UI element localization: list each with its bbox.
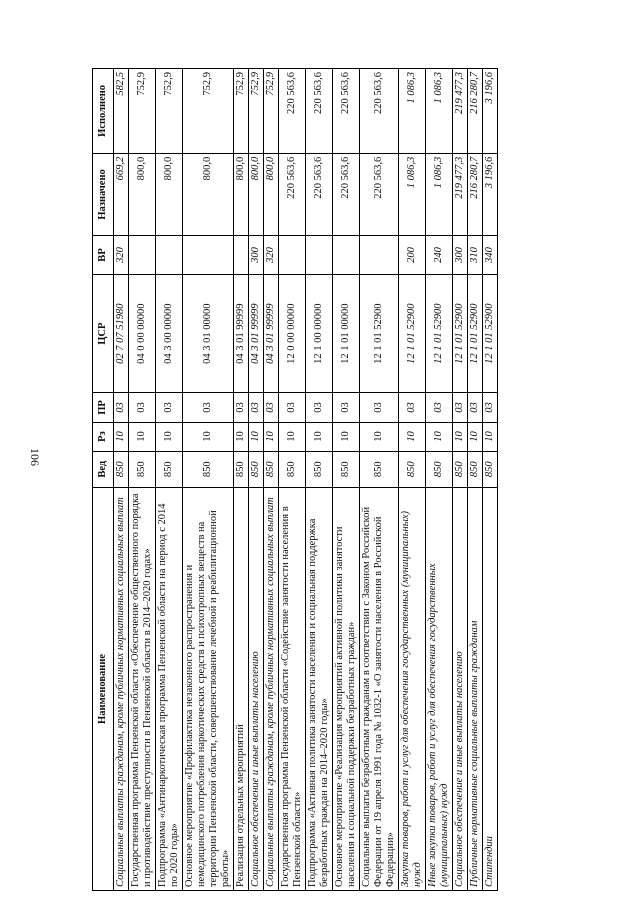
cell-executed: 752,9 [129, 69, 156, 154]
table-row [306, 69, 333, 891]
cell-rz: 10 [234, 422, 249, 451]
cell-csr: 12 1 01 52900 [483, 274, 498, 393]
cell-pr: 03 [114, 393, 129, 422]
cell-name: Иные закупки товаров, работ и услуг для обеспечения государственных (муниципальных) нужд [426, 487, 453, 890]
table-row [114, 69, 129, 891]
cell-name: Основное мероприятие «Профилактика незаконного распространения и немедицинского потребления наркотических средств и психотропных веществ на территории Пензенской области, совершенствование лечебной и реабилитационной работы» [183, 487, 234, 890]
cell-name: Подпрограмма «Антинаркотическая программа Пензенской области на период с 2014 по 2020 годы» [156, 487, 183, 890]
cell-vr [234, 236, 249, 275]
cell-name: Закупка товаров, работ и услуг для обеспечения государственных (муниципальных) нужд [399, 487, 426, 890]
cell-rz: 10 [279, 422, 306, 451]
cell-pr: 03 [306, 393, 333, 422]
cell-assigned: 220 563,6 [306, 153, 333, 235]
cell-ved: 850 [114, 451, 129, 487]
cell-rz: 10 [360, 422, 399, 451]
cell-pr: 03 [333, 393, 360, 422]
table-row [264, 69, 279, 891]
cell-name: Социальные выплаты гражданам, кроме публичных нормативных социальных выплат [264, 487, 279, 890]
cell-assigned: 3 196,6 [483, 153, 498, 235]
cell-ved: 850 [333, 451, 360, 487]
cell-executed: 219 477,3 [453, 69, 468, 154]
cell-assigned: 220 563,6 [360, 153, 399, 235]
page-number: 106 [28, 448, 42, 466]
cell-rz: 10 [453, 422, 468, 451]
cell-executed: 752,9 [183, 69, 234, 154]
cell-pr: 03 [264, 393, 279, 422]
cell-rz: 10 [399, 422, 426, 451]
cell-rz: 10 [114, 422, 129, 451]
cell-csr: 04 3 01 99999 [234, 274, 249, 393]
cell-executed: 752,9 [264, 69, 279, 154]
cell-assigned: 800,0 [183, 153, 234, 235]
cell-assigned: 800,0 [249, 153, 264, 235]
cell-ved: 850 [234, 451, 249, 487]
cell-csr: 04 3 00 00000 [156, 274, 183, 393]
cell-csr: 12 0 00 00000 [279, 274, 306, 393]
cell-pr: 03 [156, 393, 183, 422]
cell-assigned: 219 477,3 [453, 153, 468, 235]
cell-ved: 850 [360, 451, 399, 487]
header-assigned: Назначено [93, 153, 114, 235]
cell-executed: 220 563,6 [279, 69, 306, 154]
cell-rz: 10 [156, 422, 183, 451]
header-csr: ЦСР [93, 274, 114, 393]
cell-ved: 850 [426, 451, 453, 487]
cell-vr: 320 [114, 236, 129, 275]
header-row [93, 69, 114, 891]
cell-pr: 03 [129, 393, 156, 422]
cell-executed: 1 086,3 [399, 69, 426, 154]
cell-csr: 12 1 01 00000 [333, 274, 360, 393]
cell-executed: 220 563,6 [333, 69, 360, 154]
cell-ved: 850 [453, 451, 468, 487]
cell-name: Стипендии [483, 487, 498, 890]
cell-assigned: 800,0 [264, 153, 279, 235]
cell-name: Социальное обеспечение и иные выплаты населению [249, 487, 264, 890]
cell-vr: 320 [264, 236, 279, 275]
table-row [426, 69, 453, 891]
cell-assigned: 669,2 [114, 153, 129, 235]
cell-vr [279, 236, 306, 275]
cell-executed: 752,9 [249, 69, 264, 154]
cell-assigned: 220 563,6 [333, 153, 360, 235]
cell-assigned: 1 086,3 [426, 153, 453, 235]
cell-executed: 216 280,7 [468, 69, 483, 154]
cell-pr: 03 [249, 393, 264, 422]
cell-vr: 300 [249, 236, 264, 275]
header-vr: ВР [93, 236, 114, 275]
table-row [453, 69, 468, 891]
cell-ved: 850 [129, 451, 156, 487]
header-pr: ПР [93, 393, 114, 422]
cell-assigned: 800,0 [156, 153, 183, 235]
table-row [234, 69, 249, 891]
cell-assigned: 800,0 [129, 153, 156, 235]
table-row [360, 69, 399, 891]
table-row [183, 69, 234, 891]
cell-vr [156, 236, 183, 275]
cell-pr: 03 [483, 393, 498, 422]
cell-name: Социальное обеспечение и иные выплаты населению [453, 487, 468, 890]
cell-rz: 10 [264, 422, 279, 451]
cell-csr: 04 3 01 99999 [264, 274, 279, 393]
cell-vr [360, 236, 399, 275]
cell-name: Социальные выплаты гражданам, кроме публичных нормативных социальных выплат [114, 487, 129, 890]
cell-vr [333, 236, 360, 275]
table-row [279, 69, 306, 891]
cell-name: Основное мероприятие «Реализация мероприятий активной политики занятости населения и социальной поддержки безработных граждан» [333, 487, 360, 890]
budget-table [92, 68, 498, 891]
cell-pr: 03 [453, 393, 468, 422]
cell-csr: 04 3 01 00000 [183, 274, 234, 393]
cell-pr: 03 [360, 393, 399, 422]
table-row [129, 69, 156, 891]
table-row [333, 69, 360, 891]
cell-vr: 300 [453, 236, 468, 275]
cell-ved: 850 [399, 451, 426, 487]
cell-assigned: 800,0 [234, 153, 249, 235]
cell-rz: 10 [426, 422, 453, 451]
cell-vr [129, 236, 156, 275]
rotated-table-wrapper [92, 68, 568, 891]
cell-vr: 340 [483, 236, 498, 275]
cell-ved: 850 [183, 451, 234, 487]
cell-name: Государственная программа Пензенской области «Обеспечение общественного порядка и противодействие преступности в Пензенской области в 2014–2020 годах» [129, 487, 156, 890]
cell-ved: 850 [249, 451, 264, 487]
cell-vr: 200 [399, 236, 426, 275]
cell-executed: 752,9 [234, 69, 249, 154]
cell-vr [183, 236, 234, 275]
cell-csr: 12 1 01 52900 [468, 274, 483, 393]
cell-csr: 12 1 01 52900 [360, 274, 399, 393]
cell-pr: 03 [399, 393, 426, 422]
header-rz: Рз [93, 422, 114, 451]
cell-pr: 03 [234, 393, 249, 422]
table-row [156, 69, 183, 891]
header-ved: Вед [93, 451, 114, 487]
cell-rz: 10 [306, 422, 333, 451]
cell-csr: 04 3 01 99999 [249, 274, 264, 393]
cell-csr: 12 1 00 00000 [306, 274, 333, 393]
cell-assigned: 220 563,6 [279, 153, 306, 235]
cell-ved: 850 [264, 451, 279, 487]
table-body [114, 69, 498, 891]
cell-rz: 10 [468, 422, 483, 451]
cell-executed: 3 196,6 [483, 69, 498, 154]
cell-executed: 220 563,6 [360, 69, 399, 154]
cell-assigned: 1 086,3 [399, 153, 426, 235]
cell-executed: 1 086,3 [426, 69, 453, 154]
table-row [399, 69, 426, 891]
cell-ved: 850 [483, 451, 498, 487]
cell-csr: 12 1 01 52900 [399, 274, 426, 393]
cell-pr: 03 [468, 393, 483, 422]
cell-ved: 850 [306, 451, 333, 487]
cell-pr: 03 [426, 393, 453, 422]
cell-rz: 10 [483, 422, 498, 451]
cell-vr: 310 [468, 236, 483, 275]
cell-name: Публичные нормативные социальные выплаты гражданам [468, 487, 483, 890]
cell-csr: 02 7 07 51980 [114, 274, 129, 393]
cell-assigned: 216 280,7 [468, 153, 483, 235]
cell-executed: 220 563,6 [306, 69, 333, 154]
cell-name: Реализация отдельных мероприятий [234, 487, 249, 890]
cell-executed: 752,9 [156, 69, 183, 154]
cell-vr [306, 236, 333, 275]
cell-vr: 240 [426, 236, 453, 275]
header-name: Наименование [93, 487, 114, 890]
cell-rz: 10 [183, 422, 234, 451]
table-row [468, 69, 483, 891]
table-row [249, 69, 264, 891]
cell-ved: 850 [279, 451, 306, 487]
cell-pr: 03 [279, 393, 306, 422]
cell-name: Социальные выплаты безработным гражданам в соответствии с Законом Российской Федерации от 19 апреля 1991 года № 1032-1 «О занятости населения в Российской Федерации» [360, 487, 399, 890]
cell-ved: 850 [468, 451, 483, 487]
cell-rz: 10 [333, 422, 360, 451]
header-executed: Исполнено [93, 69, 114, 154]
cell-csr: 04 0 00 00000 [129, 274, 156, 393]
cell-ved: 850 [156, 451, 183, 487]
cell-rz: 10 [129, 422, 156, 451]
cell-name: Подпрограмма «Активная политика занятости населения и социальная поддержка безработных граждан на 2014–2020 годы» [306, 487, 333, 890]
table-row [483, 69, 498, 891]
cell-pr: 03 [183, 393, 234, 422]
cell-executed: 582,5 [114, 69, 129, 154]
cell-rz: 10 [249, 422, 264, 451]
cell-name: Государственная программа Пензенской области «Содействие занятости населения в Пензенской области» [279, 487, 306, 890]
cell-csr: 12 1 01 52900 [453, 274, 468, 393]
cell-csr: 12 1 01 52900 [426, 274, 453, 393]
